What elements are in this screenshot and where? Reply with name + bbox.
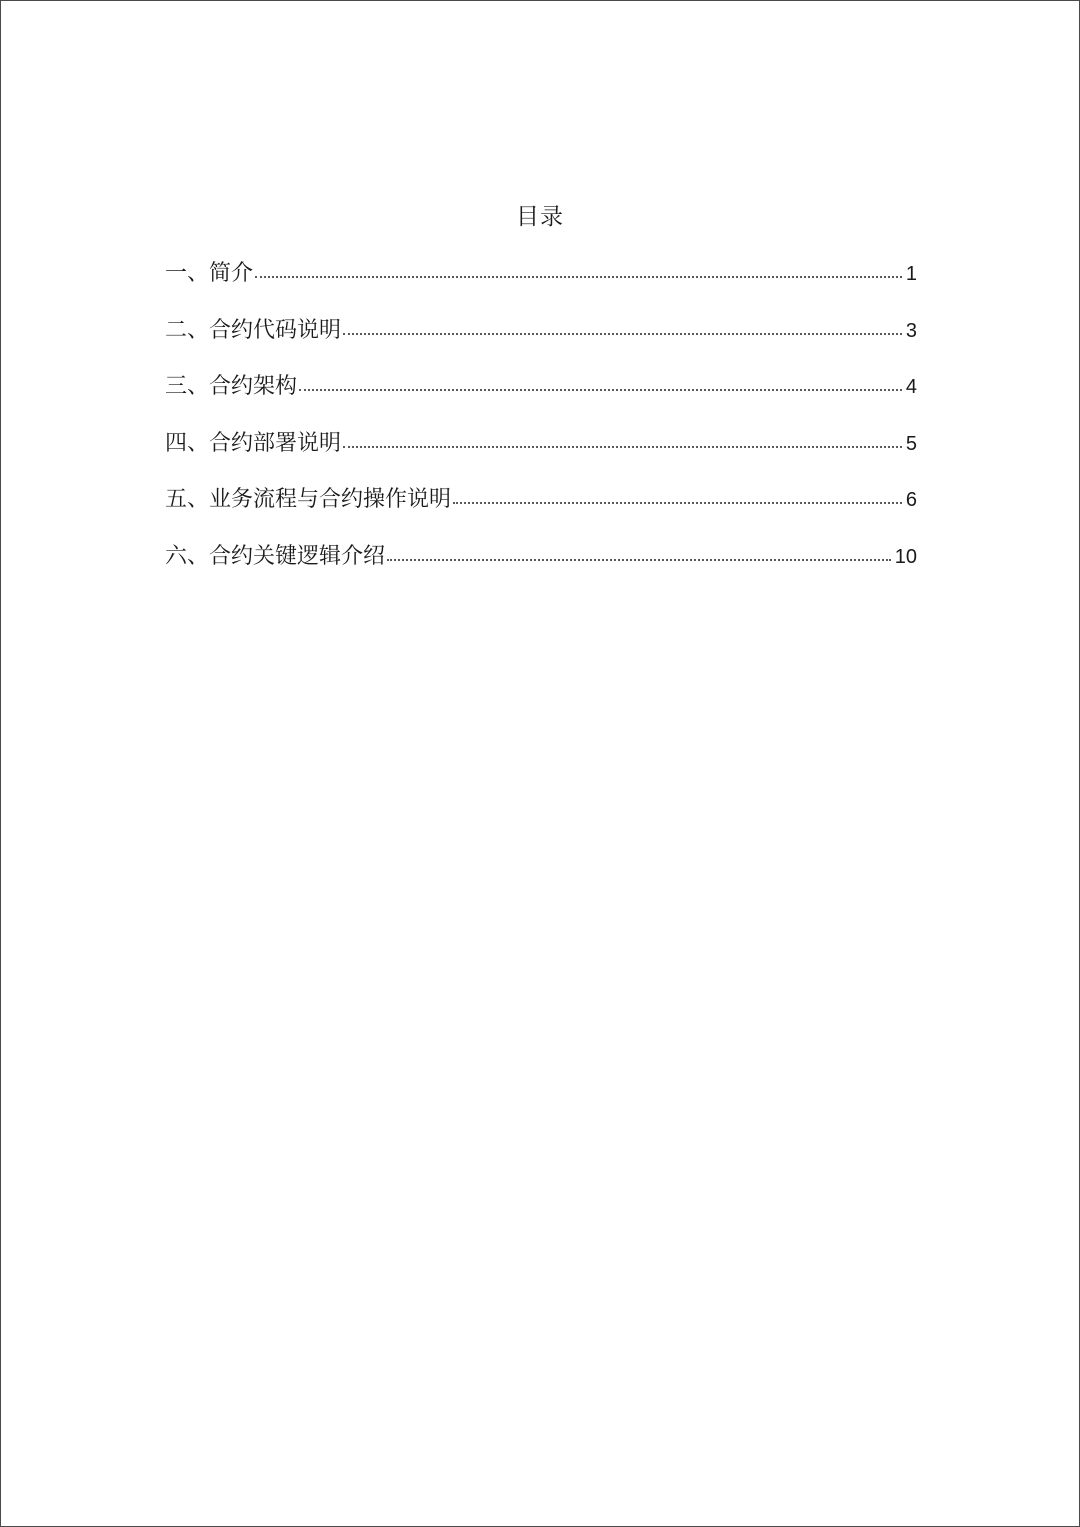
toc-entry-2[interactable] [165, 313, 917, 370]
dot-leader [343, 440, 902, 448]
toc-entry-page: 5 [905, 432, 917, 455]
toc-entry-page: 10 [894, 545, 917, 568]
toc-entry-5[interactable] [165, 482, 917, 539]
dot-leader [387, 553, 891, 561]
toc-entry-label: 二、合约代码说明 [165, 317, 342, 343]
toc-list [165, 256, 917, 596]
toc-entry-3[interactable] [165, 369, 917, 426]
toc-entry-label: 六、合约关键逻辑介绍 [165, 543, 386, 569]
toc-entry-page: 6 [905, 489, 917, 512]
toc-entry-page: 1 [905, 263, 917, 285]
toc-entry-page: 3 [905, 319, 917, 342]
toc-title: 目录 [516, 204, 564, 230]
dot-leader [453, 496, 902, 504]
dot-leader [343, 327, 902, 335]
toc-entry-label: 五、业务流程与合约操作说明 [165, 487, 452, 513]
toc-entry-6[interactable] [165, 539, 917, 596]
toc-entry-page: 4 [905, 376, 917, 399]
dot-leader [255, 270, 902, 278]
toc-entry-label: 三、合约架构 [165, 374, 298, 400]
toc-entry-label: 一、简介 [165, 261, 254, 286]
toc-entry-label: 四、合约部署说明 [165, 430, 342, 456]
dot-leader [299, 383, 902, 391]
toc-entry-4[interactable] [165, 426, 917, 483]
toc-entry-1[interactable] [165, 256, 917, 313]
